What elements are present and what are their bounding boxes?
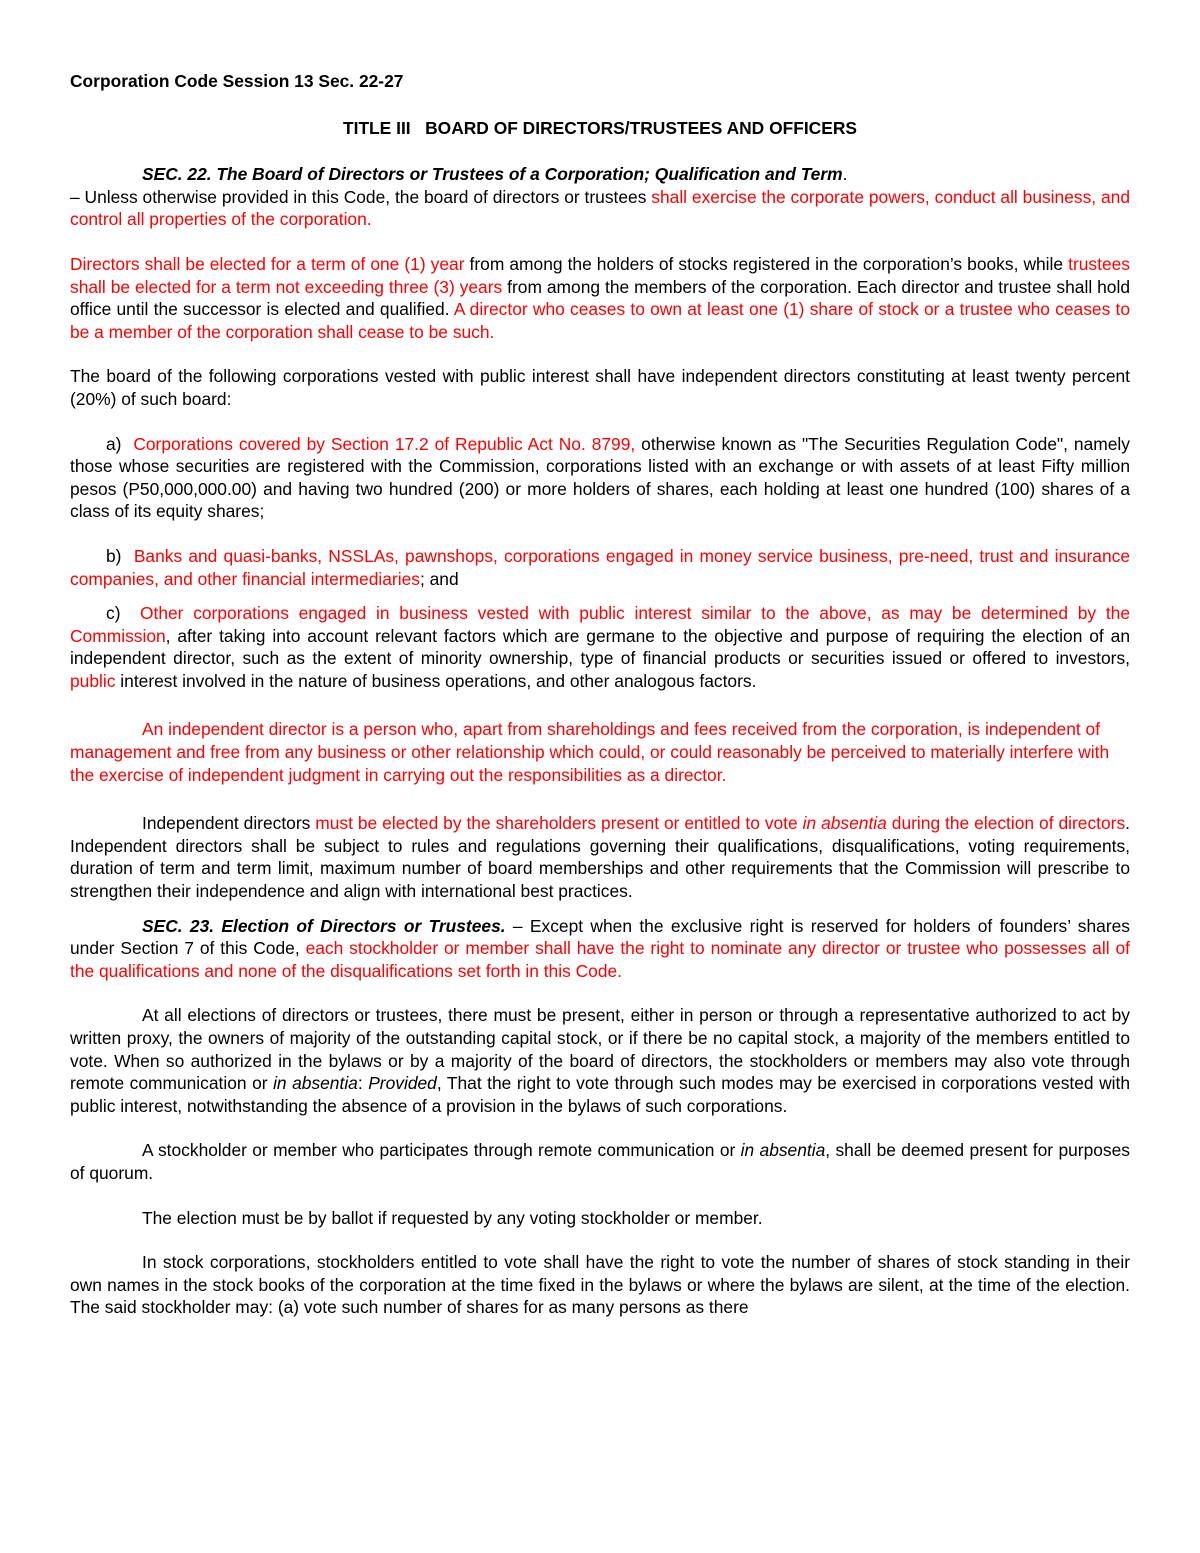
sec22-item-a (70, 433, 1130, 523)
item-a-text: otherwise known as "The Securities Regulation Code", namely those whose securities are registered with the Commission, corporations listed with an exchange or with assets of at least Fifty million pesos (P50,000,000.00) and having two hundred (200) or more holders of shares, each holding at least one hundred (100) shares of a class of its equity shares; (70, 433, 1130, 522)
sec23-paragraph-4: The election must be by ballot if requested by any voting stockholder or member. (142, 1207, 763, 1228)
independent-director-election (70, 812, 1130, 902)
sec22-p2-text-2: from among the members of the corporation. Each director and trustee shall hold office until the successor is elected and qualified. (70, 276, 1130, 320)
election-text-2: . Independent directors shall be subject to rules and regulations governing their qualifications, disqualifications, voting requirements, duration of term and term limit, maximum number of board memberships and other requirements that the Commission will prescribe to strengthen their independence and align with international best practices. (70, 813, 1130, 902)
sec23-heading: SEC. 23. Election of Directors or Trustees. (142, 915, 506, 936)
item-c-highlight: Other corporations engaged in business vested with public interest similar to the above, as may be determined by the Commission (70, 603, 1130, 646)
sec22-p2-highlight-3: A director who ceases to own at least one (1) share of stock or a trustee who ceases to be a member of the corporation shall cease to be such. (70, 299, 1131, 342)
sec22-item-c (70, 602, 1130, 692)
item-b-label: b) (106, 545, 122, 566)
sec22-paragraph-1 (70, 186, 1130, 231)
sec22-item-b (70, 545, 1130, 590)
sec22-paragraph-3: The board of the following corporations vested with public interest shall have independent directors constituting at least twenty percent (20%) of such board: (70, 366, 1130, 409)
sec22-p2-highlight-2: trustees shall be elected for a term not exceeding three (3) years (70, 253, 1130, 297)
document-title: Corporation Code Session 13 Sec. 22-27 (70, 71, 404, 91)
election-text-1: Independent directors (142, 813, 316, 834)
title-iii-heading: TITLE III BOARD OF DIRECTORS/TRUSTEES AND OFFICERS (342, 117, 857, 138)
item-c-text-1: , after taking into account relevant factors which are germane to the objective and purpose of requiring the election of an independent director, such as the extent of minority ownership, type of financial products or securities issued or offered to investors, (70, 625, 1130, 669)
sec22-heading-block (70, 163, 1130, 186)
item-c-text-2: interest involved in the nature of business operations, and other analogous factors. (115, 670, 757, 691)
sec23-paragraph-3 (70, 1139, 1130, 1184)
sec23-p2-text-3: , That the right to vote through such modes may be exercised in corporations vested with public interest, notwithstanding the absence of a provision in the bylaws of such corporations. (70, 1073, 1131, 1116)
sec23-p3-text-1: A stockholder or member who participates through remote communication or (142, 1140, 741, 1161)
item-c-label: c) (106, 603, 121, 624)
sec23-paragraph-2 (70, 1004, 1130, 1117)
sec23-p3-text-2: , shall be deemed present for purposes of quorum. (70, 1140, 1130, 1183)
sec23-p2-text-1: At all elections of directors or trustees, there must be present, either in person or through a representative authorized to act by written proxy, the owners of majority of the outstanding capital stock, or if there be no capital stock, a majority of the members entitled to vote. When so authorized in the bylaws or by a majority of the board of directors, the stockholders or members may also vote through remote communication or (70, 1005, 1130, 1094)
sec22-heading-end: . (842, 164, 848, 185)
sec22-heading: SEC. 22. The Board of Directors or Trustees of a Corporation; Qualification and Term (142, 164, 843, 185)
item-c-highlight-2: public (70, 670, 116, 691)
sec22-p2-highlight-1: Directors shall be elected for a term of one (1) year (70, 253, 465, 274)
election-highlight-italic: in absentia (802, 813, 887, 834)
item-b-highlight: Banks and quasi-banks, NSSLAs, pawnshops, corporations engaged in money service business, pre-need, trust and insurance companies, and other financial intermediaries (70, 545, 1130, 589)
sec22-paragraph-2 (70, 253, 1130, 343)
sec23-p2-text-2: : (357, 1073, 369, 1094)
sec23-paragraph-1 (70, 915, 1130, 983)
item-b-text: ; and (419, 568, 459, 589)
sec22-p2-text-1: from among the holders of stocks registered in the corporation’s books, while (464, 253, 1069, 274)
sec22-p1-highlight: shall exercise the corporate powers, conduct all business, and control all properties of the corporation. (70, 186, 1130, 230)
sec23-p3-italic: in absentia (740, 1140, 826, 1161)
document-page (70, 70, 1130, 1319)
election-highlight-1: must be elected by the shareholders present or entitled to vote (315, 813, 803, 834)
sec23-p1-highlight: each stockholder or member shall have the right to nominate any director or trustee who possesses all of the qualifications and none of the disqualifications set forth in this Code. (70, 938, 1130, 981)
sec23-p2-italic-1: in absentia (273, 1073, 358, 1094)
independent-director-definition: An independent director is a person who, apart from shareholdings and fees received from the corporation, is independent of management and free from any business or other relationship which could, or could reasonably be perceived to materially interfere with the exercise of independent judgment in carrying out the responsibilities as a director. (70, 719, 1110, 785)
sec23-p1-text: – Except when the exclusive right is reserved for holders of founders’ shares under Section 7 of this Code, (70, 915, 1130, 959)
election-highlight-2: during the election of directors (886, 813, 1126, 834)
sec23-paragraph-5: In stock corporations, stockholders entitled to vote shall have the right to vote the number of shares of stock standing in their own names in the stock books of the corporation at the time fixed in the bylaws or where the bylaws are silent, at the time of the election. The said stockholder may: (a) vote such number of shares for as many persons as there (70, 1252, 1130, 1318)
item-a-label: a) (106, 433, 122, 454)
item-a-highlight: Corporations covered by Section 17.2 of Republic Act No. 8799, (133, 433, 636, 454)
sec23-p2-italic-2: Provided (368, 1073, 437, 1094)
sec22-p1-text: – Unless otherwise provided in this Code, the board of directors or trustees (70, 186, 652, 207)
